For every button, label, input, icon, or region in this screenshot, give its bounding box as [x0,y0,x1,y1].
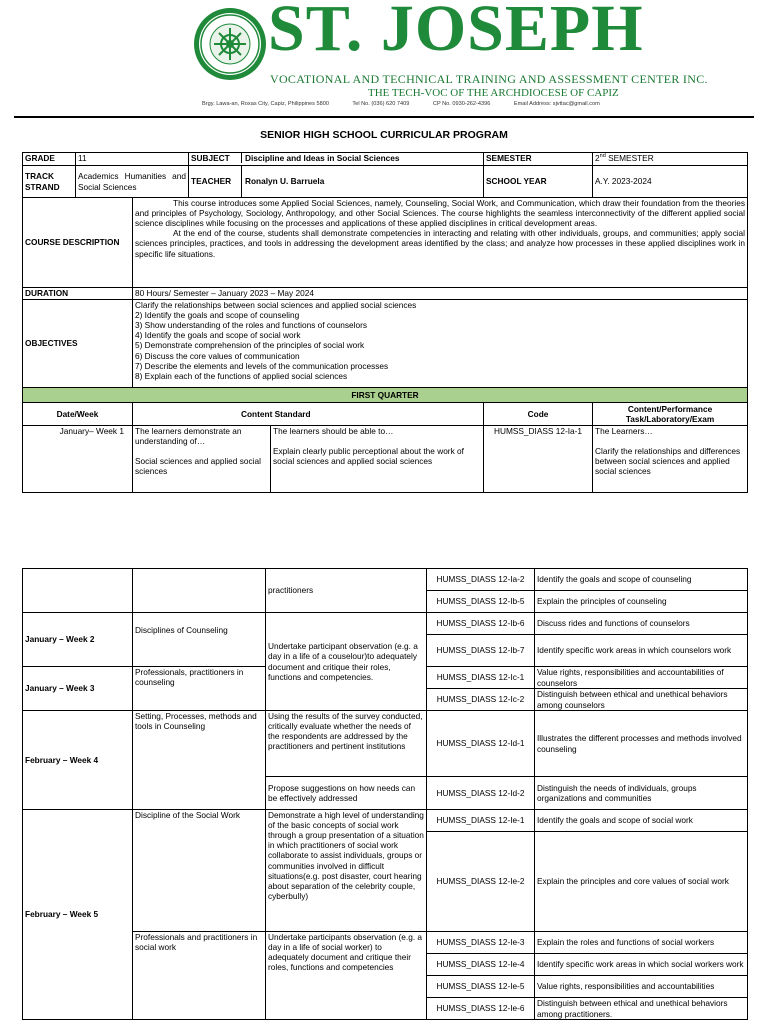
performance-standard-cell: Undertake participant observation (e.g. a day in a life of a couselour)to adequately document and critique their roles, functions and competencies. [266,613,427,711]
document-title: SENIOR HIGH SCHOOL CURRICULAR PROGRAM [260,129,508,141]
performance-standard-cell: practitioners [266,569,427,613]
semester-text: SEMESTER [605,153,654,163]
letterhead [0,0,768,115]
content-standard-cell: Professionals and practitioners in social work [133,932,266,1020]
track-value: Academics Humanities and Social Sciences [76,166,189,198]
task-cell: Distinguish the needs of individuals, groups organizations and communities [535,777,748,810]
course-description-p1: This course introduces some Applied Social Sciences, namely, Counseling, Social Work, and Communication, which draw their foundation from the theories and principles of Psychology, Sociology, Anthropology, and other Social Sciences. The course highlights the seamless interconnectivity of the different applied social science disciplines while focusing on the processes and applications of these applied disciplines in critical development areas. [135,198,746,229]
grade-value: 11 [76,153,189,166]
task-cell: Identify the goals and scope of social work [535,810,748,832]
week-label: January – Week 3 [23,667,133,711]
task-cell: Distinguish between ethical and unethical behaviors among counselors [535,689,748,711]
course-description-p2: At the end of the course, students shall demonstrate competencies in interacting and relating with other individuals, groups, and communities; apply social sciences principles, practices, and tools in addressing the development areas identified by the class; and analyze how processes in these applied disciplines work in specific life situations. [135,228,746,259]
school-seal-logo [192,6,268,82]
performance-standard-intro: The learners should be able to… [273,426,394,436]
objective-item: 6) Discuss the core values of communication [135,350,300,361]
code-cell: HUMSS_DIASS 12-Ib-7 [427,635,535,667]
school-name: ST. JOSEPH [268,0,644,65]
performance-standard-text: Explain clearly public perceptional about the work of social sciences and applied social sciences [273,446,464,467]
objectives-label: OBJECTIVES [23,300,133,388]
semester-number: 2 [595,153,600,163]
content-standard-cell: Professionals, practitioners in counseling [133,667,266,711]
code-cell: HUMSS_DIASS 12-Ie-4 [427,954,535,976]
task-text: Clarify the relationships and differences between social sciences and applied social sciences [595,446,741,477]
course-description [133,198,748,288]
task-cell: Identify specific work areas in which counselors work [535,635,748,667]
objective-item: 2) Identify the goals and scope of counseling [135,310,300,321]
content-standard-cell: Setting, Processes, methods and tools in Counseling [133,711,266,810]
code-cell: HUMSS_DIASS 12-Ic-1 [427,667,535,689]
column-header-task: Content/Performance Task/Laboratory/Exam [593,403,748,426]
column-header-code-text: Code [527,408,549,419]
task-intro: The Learners… [595,426,653,436]
code-cell: HUMSS_DIASS 12-Ia-2 [427,569,535,591]
row-standards [133,426,484,493]
row-task [593,426,748,493]
code-cell: HUMSS_DIASS 12-Ie-5 [427,976,535,998]
row-date [23,569,133,613]
content-standard-cell [133,569,266,613]
contact-line [202,101,622,107]
week-label: February – Week 5 [23,810,133,1020]
semester-suffix: nd [599,153,606,160]
task-cell: Illustrates the different processes and methods involved counseling [535,711,748,777]
code-cell: HUMSS_DIASS 12-Ie-2 [427,832,535,932]
objectives-list [133,300,748,388]
course-description-label: COURSE DESCRIPTION [23,198,133,288]
school-year-label: SCHOOL YEAR [484,166,593,198]
row-code: HUMSS_DIASS 12-Ia-1 [484,426,593,493]
tel-number: Tel No. (036) 620 7409 [352,101,410,107]
curriculum-table-page-1 [22,152,748,493]
content-standard-cell: Disciplines of Counseling [133,613,266,667]
subject-value: Discipline and Ideas in Social Sciences [245,153,400,163]
teacher-value: Ronalyn U. Barruela [245,176,325,187]
objective-item: 5) Demonstrate comprehension of the principles of social work [135,340,365,351]
code-cell: HUMSS_DIASS 12-Ib-5 [427,591,535,613]
school-tagline: THE TECH-VOC OF THE ARCHDIOCESE OF CAPIZ [368,87,619,99]
performance-standard-cell: Demonstrate a high level of understanding of the basic concepts of social work through a group presentation of a situation in which practitioners of social work collaborate to assist individuals, groups or communities involved in difficult situations(e.g. post disaster, court hearing about separation of the celebrity couple, cyberbully) [266,810,427,932]
content-standard-text: Social sciences and applied social sciences [135,456,261,477]
content-standard-intro: The learners demonstrate an understanding of… [135,426,242,447]
objective-item: 7) Describe the elements and levels of the communication processes [135,360,389,371]
quarter-heading: FIRST QUARTER [23,388,748,403]
track-label: TRACK STRAND [23,166,76,198]
subject-cell [189,153,484,166]
code-cell: HUMSS_DIASS 12-Id-2 [427,777,535,810]
task-cell: Distinguish between ethical and unethical behaviors among practitioners. [535,998,748,1020]
performance-standard-cell: Undertake participants observation (e.g. a day in a life of social worker) to adequately document and critique their roles, functions and competencies [266,932,427,1020]
task-cell: Identify the goals and scope of counseling [535,569,748,591]
content-standard-cell [133,426,271,492]
address: Brgy. Lawa-an, Roxas City, Capiz, Philippines 5800 [202,101,329,107]
teacher-cell [189,166,484,198]
school-year-value: A.Y. 2023-2024 [593,166,748,198]
task-cell: Value rights, responsibilities and accountabilities [535,976,748,998]
code-cell: HUMSS_DIASS 12-Ie-3 [427,932,535,954]
cp-number: CP No. 0930-262-4396 [432,101,491,107]
objective-item: 3) Show understanding of the roles and functions of counselors [135,320,367,331]
objective-item: Clarify the relationships between social sciences and applied social sciences [135,300,417,310]
code-cell: HUMSS_DIASS 12-Ic-2 [427,689,535,711]
performance-standard-cell: Using the results of the survey conducted, critically evaluate whether the needs of the respondents are addressed by the practitioners and pertinent institutions [266,711,427,777]
objective-item: 8) Explain each of the functions of applied social sciences [135,370,348,381]
code-cell: HUMSS_DIASS 12-Id-1 [427,711,535,777]
semester-value [593,153,748,166]
column-header-date: Date/Week [23,403,133,426]
email-address: Email Address: sjvttac@gmail.com [513,101,600,107]
subject-label: SUBJECT [189,153,242,163]
task-cell: Explain the roles and functions of social workers [535,932,748,954]
task-cell: Explain the principles of counseling [535,591,748,613]
teacher-label: TEACHER [189,166,242,196]
objective-item: 4) Identify the goals and scope of social work [135,330,301,341]
performance-standard-cell [271,426,483,492]
performance-standard-cell: Propose suggestions on how needs can be effectively addressed [266,777,427,810]
curriculum-table-page-2 [22,568,748,1020]
week-label: January – Week 2 [23,613,133,667]
school-subtitle: VOCATIONAL AND TECHNICAL TRAINING AND ASSESSMENT CENTER INC. [270,72,708,86]
duration-value: 80 Hours/ Semester – January 2023 – May 2024 [133,288,748,300]
column-header-code [484,403,593,426]
content-standard-cell: Discipline of the Social Work [133,810,266,932]
header-divider [14,116,754,118]
task-cell: Discuss rides and functions of counselors [535,613,748,635]
row-date: January– Week 1 [23,426,133,493]
code-cell: HUMSS_DIASS 12-Ie-1 [427,810,535,832]
code-cell: HUMSS_DIASS 12-Ie-6 [427,998,535,1020]
task-cell: Identify specific work areas in which social workers work [535,954,748,976]
task-cell: Value rights, responsibilities and accountabilities of counselors [535,667,748,689]
table-row [23,426,748,493]
task-cell: Explain the principles and core values of social work [535,832,748,932]
grade-label: GRADE [23,153,76,166]
semester-label: SEMESTER [484,153,593,166]
code-cell: HUMSS_DIASS 12-Ib-6 [427,613,535,635]
week-label: February – Week 4 [23,711,133,810]
column-header-content-standard-text: Content Standard [241,408,311,419]
duration-label: DURATION [23,288,133,300]
column-header-content-standard [133,403,484,426]
